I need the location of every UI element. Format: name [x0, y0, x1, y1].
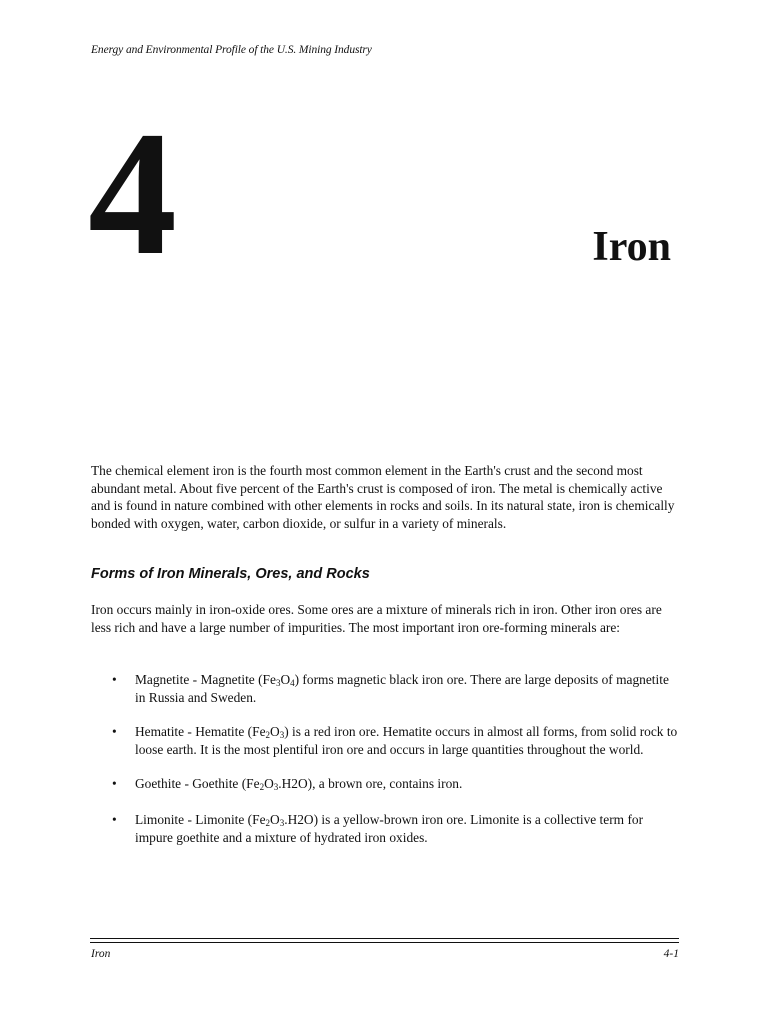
mineral-list [112, 671, 682, 846]
list-item: • Limonite - Limonite $(Fe_2O_3.H2O)$ is a yellow-brown iron ore. Limonite is a collective term for impure goethite and a mixture of hydrated iron oxides. [112, 811, 644, 845]
page-number: 4-1 [663, 948, 679, 960]
chapter-number: 4 [88, 94, 177, 292]
chapter-title: Iron [592, 224, 671, 270]
bullet-icon: • [112, 811, 117, 827]
list-item: • Hematite - Hematite $(Fe_2O_3)$ is a red iron ore. Hematite occurs in almost all forms, from solid rock to loose earth. It is the most plentiful iron ore and occurs in large quantities throughout the world. [112, 724, 678, 757]
footer-divider [90, 938, 679, 939]
intro-paragraph: The chemical element iron is the fourth most common element in the Earth's crust and the second most abundant metal. About five percent of the Earth's crust is composed of iron. The metal is chemically active and is found in nature combined with other elements in rocks and soils. In its natural state, iron is chemically bonded with oxygen, water, carbon dioxide, or sulfur in a variety of minerals. [91, 463, 675, 531]
section-lead-paragraph: Iron occurs mainly in iron-oxide ores. Some ores are a mixture of minerals rich in iron. Other iron ores are less rich and have a large number of impurities. The most important iron ore-forming minerals are: [91, 602, 662, 635]
bullet-icon: • [112, 724, 117, 740]
footer-divider [90, 942, 679, 943]
bullet-icon: • [112, 776, 117, 792]
footer-chapter-name: Iron [91, 948, 111, 960]
list-item: • Magnetite - Magnetite $(Fe_3O_4)$ forms magnetic black iron ore. There are large deposits of magnetite in Russia and Sweden. [112, 672, 669, 705]
list-item: • Goethite - Goethite $(Fe_2O_3.H2O)$, a brown ore, contains iron. [112, 776, 463, 793]
running-header: Energy and Environmental Profile of the U.S. Mining Industry [91, 44, 372, 56]
bullet-icon: • [112, 672, 117, 687]
section-heading: Forms of Iron Minerals, Ores, and Rocks [91, 566, 370, 582]
